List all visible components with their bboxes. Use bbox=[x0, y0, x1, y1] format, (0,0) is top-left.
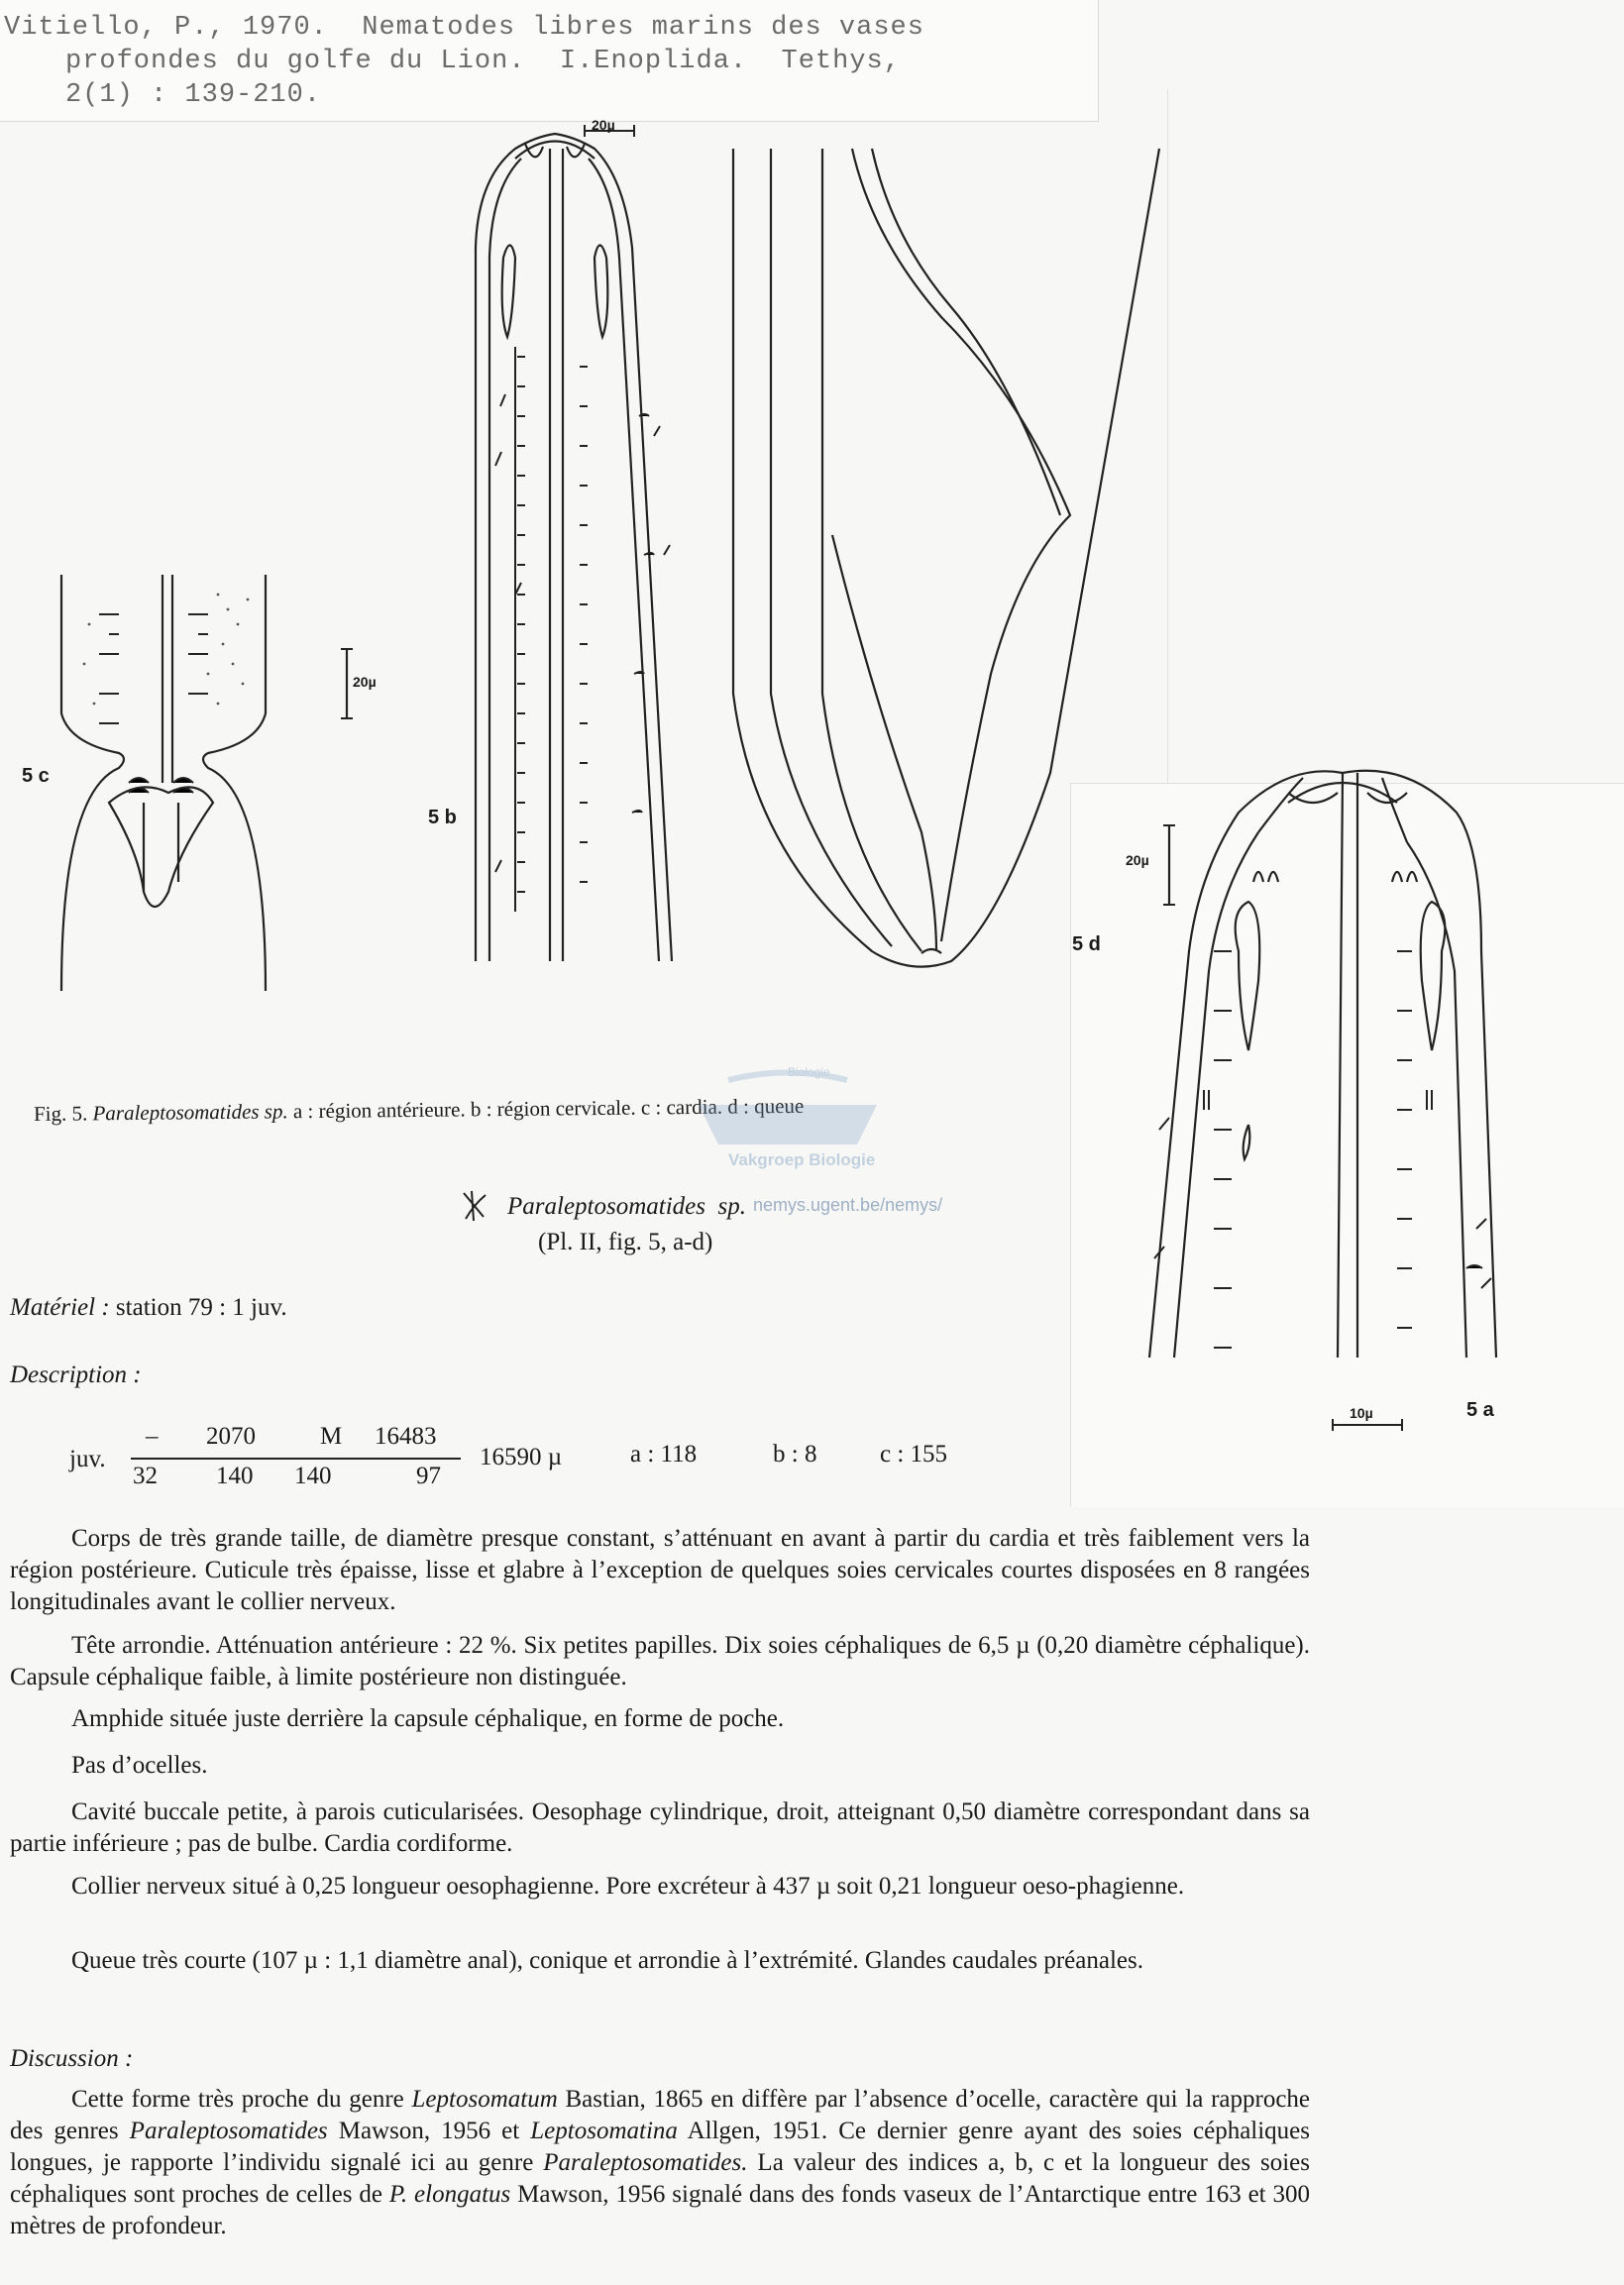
discussion-genus-1: Leptosomatum bbox=[411, 2086, 558, 2113]
material-line bbox=[10, 1292, 287, 1324]
caption-rest: a : région antérieure. b : région cervicale. c : cardia. d : queue bbox=[292, 1093, 805, 1124]
figure-label-5d: 5 d bbox=[1072, 933, 1101, 955]
formula-bottom-2: 140 bbox=[294, 1463, 332, 1489]
formula-top-2: M bbox=[320, 1423, 343, 1450]
scale-label-5c: 20µ bbox=[353, 674, 377, 690]
watermark-main-text: Vakgroep Biologie bbox=[728, 1150, 876, 1169]
figure-5b-cervical-region bbox=[456, 119, 733, 971]
figure-label-5c: 5 c bbox=[22, 765, 50, 787]
discussion-text-4: Allgen, 1951. Ce dernier genre ayant des soies céphaliques longues, je rapporte l’individu signalé ici au genre bbox=[10, 2118, 1311, 2176]
caption-genus: Paraleptosomatides sp. bbox=[92, 1099, 288, 1126]
citation-line-2: profondes du golfe du Lion. I.Enoplida. Tethys, bbox=[65, 47, 901, 76]
discussion-genus-4: Paraleptosomatides. bbox=[543, 2149, 748, 2176]
description-paragraph-6: Collier nerveux situé à 0,25 longueur oesophagienne. Pore excréteur à 437 µ soit 0,21 longueur oeso-phagienne. bbox=[71, 1873, 1185, 1900]
scale-label-5b: 20µ bbox=[592, 117, 615, 133]
figure-5c-cardia bbox=[30, 555, 287, 1011]
discussion-text-6: Mawson, 1956 signalé dans des fonds vaseux de l’Antarctique entre 163 et 300 mètres de profondeur. bbox=[10, 2181, 1311, 2239]
formula-total: 16590 µ bbox=[480, 1444, 563, 1470]
figure-label-5b: 5 b bbox=[428, 807, 457, 828]
formula-top-3: 16483 bbox=[375, 1423, 437, 1450]
watermark-top-text: Biologie bbox=[788, 1065, 830, 1079]
description-paragraph-2: Tête arrondie. Atténuation antérieure : 22 %. Six petites papilles. Dix soies céphaliques de 6,5 µ (0,20 diamètre céphalique). Capsule céphalique faible, à limite postérieure non distinguée. bbox=[10, 1632, 1310, 1690]
discussion-label: Discussion : bbox=[10, 2045, 134, 2072]
formula-top-1: 2070 bbox=[206, 1423, 256, 1450]
scale-label-5a: 10µ bbox=[1350, 1405, 1373, 1421]
figure-5d-tail bbox=[723, 139, 1169, 991]
formula-top-0: – bbox=[146, 1423, 159, 1450]
caption-prefix: Fig. 5. bbox=[33, 1101, 88, 1126]
watermark-url: nemys.ugent.be/nemys/ bbox=[753, 1195, 943, 1215]
description-paragraph-5: Cavité buccale petite, à parois cuticularisées. Oesophage cylindrique, droit, atteignant 0,50 diamètre correspondant dans sa partie inférieure ; pas de bulbe. Cardia cordiforme. bbox=[10, 1798, 1310, 1857]
handwritten-mark-icon bbox=[458, 1189, 491, 1223]
discussion-text-3: Mawson, 1956 et bbox=[338, 2118, 520, 2144]
formula-bottom-3: 97 bbox=[416, 1463, 441, 1489]
formula-bottom-0: 32 bbox=[133, 1463, 158, 1489]
scale-label-5d: 20µ bbox=[1126, 852, 1149, 868]
material-label: Matériel : bbox=[10, 1294, 110, 1321]
discussion-genus-2: Paraleptosomatides bbox=[129, 2118, 328, 2144]
formula-bottom-1: 140 bbox=[216, 1463, 254, 1489]
discussion-paragraph bbox=[10, 2084, 1310, 2242]
discussion-text-5: La valeur des indices a, b, c et la longueur des soies céphaliques sont proches de celles de bbox=[10, 2149, 1310, 2208]
formula-stage: juv. bbox=[69, 1446, 106, 1472]
description-paragraph-3: Amphide située juste derrière la capsule céphalique, en forme de poche. bbox=[71, 1705, 785, 1732]
description-paragraph-4: Pas d’ocelles. bbox=[71, 1752, 208, 1779]
formula-index-c: c : 155 bbox=[880, 1441, 948, 1468]
formula-index-b: b : 8 bbox=[773, 1441, 817, 1468]
figure-label-5a: 5 a bbox=[1466, 1399, 1494, 1421]
discussion-genus-3: Leptosomatina bbox=[530, 2118, 678, 2144]
description-label: Description : bbox=[10, 1361, 142, 1388]
discussion-species: P. elongatus bbox=[388, 2181, 511, 2208]
citation-line-3: 2(1) : 139-210. bbox=[65, 80, 322, 110]
formula-index-a: a : 118 bbox=[630, 1441, 698, 1468]
citation-line-1: Vitiello, P., 1970. Nematodes libres marins des vases bbox=[4, 13, 924, 43]
formula-fraction-bar bbox=[131, 1458, 461, 1460]
description-paragraph-1: Corps de très grande taille, de diamètre presque constant, s’atténuant en avant à partir du cardia et très faiblement vers la région postérieure. Cuticule très épaisse, lisse et glabre à l’exception de quelques soies cervicales courtes disposées en 8 rangées longitudinales avant le collier nerveux. bbox=[10, 1525, 1310, 1615]
watermark-logo bbox=[679, 1065, 907, 1174]
discussion-text-1: Cette forme très proche du genre bbox=[71, 2086, 404, 2113]
species-plate-ref: (Pl. II, fig. 5, a-d) bbox=[538, 1229, 713, 1255]
figure-5a-anterior-region bbox=[1139, 753, 1605, 1387]
material-text: station 79 : 1 juv. bbox=[115, 1294, 287, 1321]
description-paragraph-7: Queue très courte (107 µ : 1,1 diamètre anal), conique et arrondie à l’extrémité. Glandes caudales préanales. bbox=[71, 1947, 1143, 1974]
species-name: Paraleptosomatides sp. bbox=[507, 1193, 746, 1220]
discussion-text-2: Bastian, 1865 en diffère par l’absence d’ocelle, caractère qui la rapproche des genres bbox=[10, 2086, 1311, 2144]
